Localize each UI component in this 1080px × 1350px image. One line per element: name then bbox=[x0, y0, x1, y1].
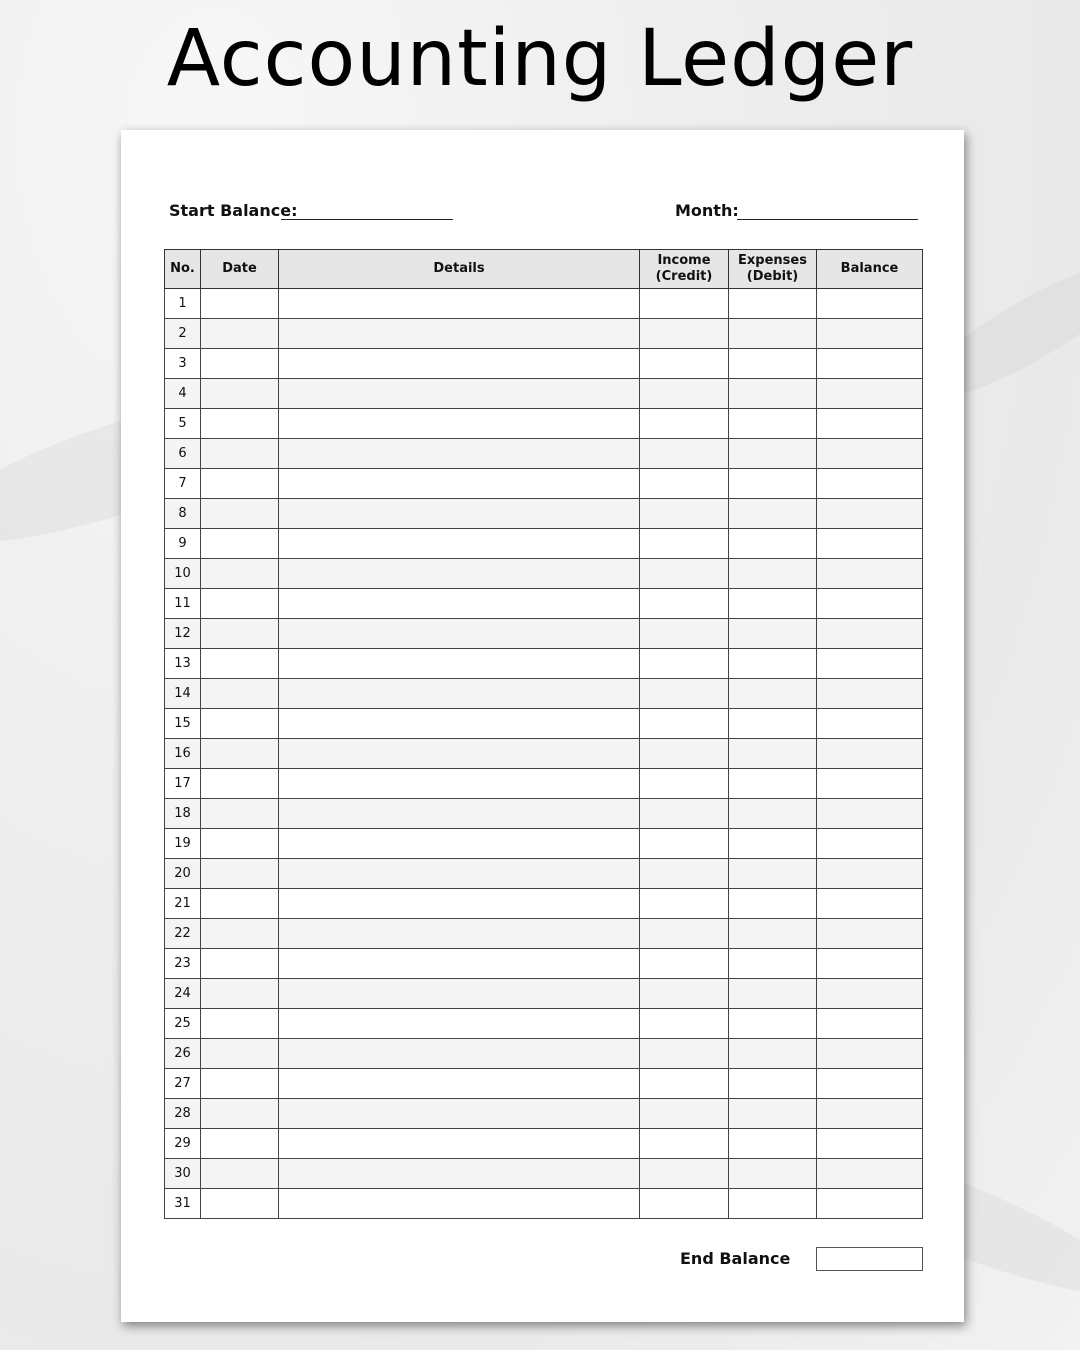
cell-balance[interactable] bbox=[817, 289, 923, 319]
table-row bbox=[165, 379, 923, 409]
table-row bbox=[165, 679, 923, 709]
cell-income[interactable] bbox=[640, 1009, 729, 1039]
cell-expenses[interactable] bbox=[729, 349, 817, 379]
cell-no: 26 bbox=[165, 1039, 201, 1069]
cell-income[interactable] bbox=[640, 559, 729, 589]
cell-expenses[interactable] bbox=[729, 919, 817, 949]
month-label: Month: bbox=[675, 201, 739, 220]
cell-income[interactable] bbox=[640, 649, 729, 679]
cell-expenses[interactable] bbox=[729, 1069, 817, 1099]
table-row bbox=[165, 1099, 923, 1129]
cell-income[interactable] bbox=[640, 349, 729, 379]
cell-date[interactable] bbox=[201, 379, 279, 409]
cell-balance[interactable] bbox=[817, 469, 923, 499]
cell-no: 31 bbox=[165, 1189, 201, 1219]
table-row bbox=[165, 709, 923, 739]
cell-details[interactable] bbox=[279, 1159, 640, 1189]
month-field[interactable] bbox=[737, 219, 918, 220]
cell-details[interactable] bbox=[279, 1099, 640, 1129]
table-row bbox=[165, 499, 923, 529]
cell-date[interactable] bbox=[201, 649, 279, 679]
cell-no: 11 bbox=[165, 589, 201, 619]
cell-no: 21 bbox=[165, 889, 201, 919]
cell-no: 29 bbox=[165, 1129, 201, 1159]
cell-balance[interactable] bbox=[817, 679, 923, 709]
cell-date[interactable] bbox=[201, 769, 279, 799]
cell-expenses[interactable] bbox=[729, 1189, 817, 1219]
cell-balance[interactable] bbox=[817, 649, 923, 679]
cell-date[interactable] bbox=[201, 859, 279, 889]
table-row bbox=[165, 979, 923, 1009]
table-row bbox=[165, 439, 923, 469]
cell-date[interactable] bbox=[201, 1129, 279, 1159]
cell-expenses[interactable] bbox=[729, 1159, 817, 1189]
table-row bbox=[165, 799, 923, 829]
cell-expenses[interactable] bbox=[729, 1129, 817, 1159]
cell-balance[interactable] bbox=[817, 1039, 923, 1069]
cell-no: 17 bbox=[165, 769, 201, 799]
cell-date[interactable] bbox=[201, 439, 279, 469]
cell-no: 28 bbox=[165, 1099, 201, 1129]
cell-details[interactable] bbox=[279, 949, 640, 979]
cell-balance[interactable] bbox=[817, 739, 923, 769]
cell-no: 14 bbox=[165, 679, 201, 709]
table-row bbox=[165, 289, 923, 319]
cell-expenses[interactable] bbox=[729, 439, 817, 469]
table-row bbox=[165, 1039, 923, 1069]
cell-expenses[interactable] bbox=[729, 529, 817, 559]
cell-income[interactable] bbox=[640, 1129, 729, 1159]
cell-balance[interactable] bbox=[817, 319, 923, 349]
table-row bbox=[165, 739, 923, 769]
cell-date[interactable] bbox=[201, 499, 279, 529]
cell-date[interactable] bbox=[201, 799, 279, 829]
cell-balance[interactable] bbox=[817, 1069, 923, 1099]
cell-date[interactable] bbox=[201, 679, 279, 709]
cell-expenses[interactable] bbox=[729, 769, 817, 799]
cell-balance[interactable] bbox=[817, 1159, 923, 1189]
cell-details[interactable] bbox=[279, 829, 640, 859]
cell-income[interactable] bbox=[640, 739, 729, 769]
table-row bbox=[165, 319, 923, 349]
table-row bbox=[165, 1129, 923, 1159]
cell-no: 9 bbox=[165, 529, 201, 559]
cell-date[interactable] bbox=[201, 559, 279, 589]
cell-date[interactable] bbox=[201, 1069, 279, 1099]
cell-expenses[interactable] bbox=[729, 499, 817, 529]
header-details: Details bbox=[279, 250, 640, 289]
cell-no: 5 bbox=[165, 409, 201, 439]
cell-income[interactable] bbox=[640, 439, 729, 469]
cell-income[interactable] bbox=[640, 619, 729, 649]
cell-income[interactable] bbox=[640, 289, 729, 319]
cell-income[interactable] bbox=[640, 1039, 729, 1069]
cell-date[interactable] bbox=[201, 319, 279, 349]
header-date: Date bbox=[201, 250, 279, 289]
cell-no: 20 bbox=[165, 859, 201, 889]
cell-details[interactable] bbox=[279, 679, 640, 709]
table-row bbox=[165, 559, 923, 589]
cell-details[interactable] bbox=[279, 319, 640, 349]
cell-balance[interactable] bbox=[817, 1009, 923, 1039]
cell-details[interactable] bbox=[279, 979, 640, 1009]
end-balance-field[interactable] bbox=[816, 1247, 923, 1271]
header-income-line2: (Credit) bbox=[655, 269, 713, 284]
cell-no: 13 bbox=[165, 649, 201, 679]
cell-expenses[interactable] bbox=[729, 409, 817, 439]
cell-no: 4 bbox=[165, 379, 201, 409]
cell-balance[interactable] bbox=[817, 409, 923, 439]
ledger-table bbox=[164, 249, 923, 1219]
cell-expenses[interactable] bbox=[729, 379, 817, 409]
cell-details[interactable] bbox=[279, 919, 640, 949]
ledger-sheet bbox=[121, 130, 964, 1322]
table-row bbox=[165, 529, 923, 559]
cell-income[interactable] bbox=[640, 1099, 729, 1129]
cell-income[interactable] bbox=[640, 469, 729, 499]
cell-expenses[interactable] bbox=[729, 319, 817, 349]
cell-details[interactable] bbox=[279, 619, 640, 649]
cell-income[interactable] bbox=[640, 1189, 729, 1219]
cell-details[interactable] bbox=[279, 589, 640, 619]
cell-details[interactable] bbox=[279, 379, 640, 409]
cell-date[interactable] bbox=[201, 739, 279, 769]
cell-balance[interactable] bbox=[817, 529, 923, 559]
cell-details[interactable] bbox=[279, 709, 640, 739]
cell-details[interactable] bbox=[279, 1129, 640, 1159]
cell-date[interactable] bbox=[201, 709, 279, 739]
cell-no: 7 bbox=[165, 469, 201, 499]
cell-balance[interactable] bbox=[817, 709, 923, 739]
table-row bbox=[165, 649, 923, 679]
cell-income[interactable] bbox=[640, 409, 729, 439]
cell-income[interactable] bbox=[640, 799, 729, 829]
cell-no: 12 bbox=[165, 619, 201, 649]
table-row bbox=[165, 589, 923, 619]
cell-expenses[interactable] bbox=[729, 649, 817, 679]
cell-balance[interactable] bbox=[817, 349, 923, 379]
cell-balance[interactable] bbox=[817, 949, 923, 979]
header-expenses-line1: Expenses bbox=[738, 253, 807, 268]
cell-expenses[interactable] bbox=[729, 289, 817, 319]
cell-income[interactable] bbox=[640, 889, 729, 919]
cell-no: 22 bbox=[165, 919, 201, 949]
cell-balance[interactable] bbox=[817, 499, 923, 529]
cell-balance[interactable] bbox=[817, 559, 923, 589]
header-balance: Balance bbox=[817, 250, 923, 289]
cell-date[interactable] bbox=[201, 1189, 279, 1219]
cell-date[interactable] bbox=[201, 409, 279, 439]
cell-balance[interactable] bbox=[817, 919, 923, 949]
header-expenses bbox=[729, 250, 817, 289]
cell-expenses[interactable] bbox=[729, 889, 817, 919]
cell-no: 25 bbox=[165, 1009, 201, 1039]
cell-expenses[interactable] bbox=[729, 1039, 817, 1069]
cell-no: 6 bbox=[165, 439, 201, 469]
cell-details[interactable] bbox=[279, 349, 640, 379]
cell-date[interactable] bbox=[201, 829, 279, 859]
cell-details[interactable] bbox=[279, 409, 640, 439]
cell-expenses[interactable] bbox=[729, 979, 817, 1009]
table-row bbox=[165, 409, 923, 439]
cell-details[interactable] bbox=[279, 499, 640, 529]
cell-balance[interactable] bbox=[817, 859, 923, 889]
cell-balance[interactable] bbox=[817, 1189, 923, 1219]
cell-no: 18 bbox=[165, 799, 201, 829]
cell-no: 30 bbox=[165, 1159, 201, 1189]
cell-date[interactable] bbox=[201, 1099, 279, 1129]
cell-balance[interactable] bbox=[817, 769, 923, 799]
cell-details[interactable] bbox=[279, 799, 640, 829]
cell-income[interactable] bbox=[640, 379, 729, 409]
cell-date[interactable] bbox=[201, 889, 279, 919]
cell-expenses[interactable] bbox=[729, 1099, 817, 1129]
cell-no: 27 bbox=[165, 1069, 201, 1099]
cell-no: 8 bbox=[165, 499, 201, 529]
cell-details[interactable] bbox=[279, 1009, 640, 1039]
cell-balance[interactable] bbox=[817, 1099, 923, 1129]
table-row bbox=[165, 619, 923, 649]
cell-details[interactable] bbox=[279, 559, 640, 589]
cell-expenses[interactable] bbox=[729, 589, 817, 619]
cell-date[interactable] bbox=[201, 919, 279, 949]
cell-no: 10 bbox=[165, 559, 201, 589]
cell-expenses[interactable] bbox=[729, 1009, 817, 1039]
cell-income[interactable] bbox=[640, 949, 729, 979]
cell-details[interactable] bbox=[279, 769, 640, 799]
start-balance-field[interactable] bbox=[281, 219, 453, 220]
table-row bbox=[165, 1159, 923, 1189]
header-income-line1: Income bbox=[657, 253, 711, 268]
cell-expenses[interactable] bbox=[729, 709, 817, 739]
cell-details[interactable] bbox=[279, 1189, 640, 1219]
cell-expenses[interactable] bbox=[729, 469, 817, 499]
cell-income[interactable] bbox=[640, 499, 729, 529]
cell-balance[interactable] bbox=[817, 979, 923, 1009]
page-title: Accounting Ledger bbox=[166, 14, 914, 104]
table-row bbox=[165, 1009, 923, 1039]
cell-no: 23 bbox=[165, 949, 201, 979]
cell-balance[interactable] bbox=[817, 589, 923, 619]
cell-details[interactable] bbox=[279, 889, 640, 919]
table-row bbox=[165, 1189, 923, 1219]
header-income bbox=[640, 250, 729, 289]
cell-date[interactable] bbox=[201, 1159, 279, 1189]
cell-balance[interactable] bbox=[817, 439, 923, 469]
cell-details[interactable] bbox=[279, 529, 640, 559]
table-row bbox=[165, 469, 923, 499]
cell-date[interactable] bbox=[201, 589, 279, 619]
cell-income[interactable] bbox=[640, 769, 729, 799]
header-expenses-line2: (Debit) bbox=[746, 269, 799, 284]
table-row bbox=[165, 769, 923, 799]
cell-income[interactable] bbox=[640, 1069, 729, 1099]
table-row bbox=[165, 349, 923, 379]
table-row bbox=[165, 829, 923, 859]
end-balance-label: End Balance bbox=[680, 1249, 791, 1268]
cell-details[interactable] bbox=[279, 859, 640, 889]
cell-date[interactable] bbox=[201, 949, 279, 979]
cell-date[interactable] bbox=[201, 469, 279, 499]
cell-no: 16 bbox=[165, 739, 201, 769]
cell-details[interactable] bbox=[279, 739, 640, 769]
cell-expenses[interactable] bbox=[729, 619, 817, 649]
cell-no: 15 bbox=[165, 709, 201, 739]
cell-details[interactable] bbox=[279, 1039, 640, 1069]
cell-date[interactable] bbox=[201, 529, 279, 559]
cell-date[interactable] bbox=[201, 979, 279, 1009]
cell-balance[interactable] bbox=[817, 799, 923, 829]
cell-details[interactable] bbox=[279, 289, 640, 319]
start-balance-label: Start Balance: bbox=[169, 201, 298, 220]
cell-balance[interactable] bbox=[817, 619, 923, 649]
cell-income[interactable] bbox=[640, 1159, 729, 1189]
cell-details[interactable] bbox=[279, 439, 640, 469]
cell-expenses[interactable] bbox=[729, 559, 817, 589]
cell-date[interactable] bbox=[201, 619, 279, 649]
cell-income[interactable] bbox=[640, 829, 729, 859]
cell-no: 19 bbox=[165, 829, 201, 859]
cell-date[interactable] bbox=[201, 289, 279, 319]
cell-date[interactable] bbox=[201, 349, 279, 379]
cell-income[interactable] bbox=[640, 919, 729, 949]
table-row bbox=[165, 859, 923, 889]
cell-income[interactable] bbox=[640, 589, 729, 619]
cell-expenses[interactable] bbox=[729, 949, 817, 979]
table-header-row bbox=[165, 250, 923, 289]
cell-date[interactable] bbox=[201, 1009, 279, 1039]
cell-expenses[interactable] bbox=[729, 859, 817, 889]
cell-balance[interactable] bbox=[817, 829, 923, 859]
cell-no: 3 bbox=[165, 349, 201, 379]
table-row bbox=[165, 1069, 923, 1099]
cell-income[interactable] bbox=[640, 529, 729, 559]
ledger-body bbox=[165, 289, 923, 1219]
table-row bbox=[165, 949, 923, 979]
cell-balance[interactable] bbox=[817, 379, 923, 409]
cell-expenses[interactable] bbox=[729, 739, 817, 769]
cell-no: 1 bbox=[165, 289, 201, 319]
table-row bbox=[165, 889, 923, 919]
cell-expenses[interactable] bbox=[729, 679, 817, 709]
cell-expenses[interactable] bbox=[729, 829, 817, 859]
header-no: No. bbox=[165, 250, 201, 289]
cell-balance[interactable] bbox=[817, 1129, 923, 1159]
cell-income[interactable] bbox=[640, 679, 729, 709]
table-row bbox=[165, 919, 923, 949]
cell-income[interactable] bbox=[640, 709, 729, 739]
cell-income[interactable] bbox=[640, 859, 729, 889]
cell-details[interactable] bbox=[279, 469, 640, 499]
cell-details[interactable] bbox=[279, 1069, 640, 1099]
cell-no: 2 bbox=[165, 319, 201, 349]
cell-balance[interactable] bbox=[817, 889, 923, 919]
cell-date[interactable] bbox=[201, 1039, 279, 1069]
cell-expenses[interactable] bbox=[729, 799, 817, 829]
cell-no: 24 bbox=[165, 979, 201, 1009]
cell-details[interactable] bbox=[279, 649, 640, 679]
cell-income[interactable] bbox=[640, 979, 729, 1009]
cell-income[interactable] bbox=[640, 319, 729, 349]
